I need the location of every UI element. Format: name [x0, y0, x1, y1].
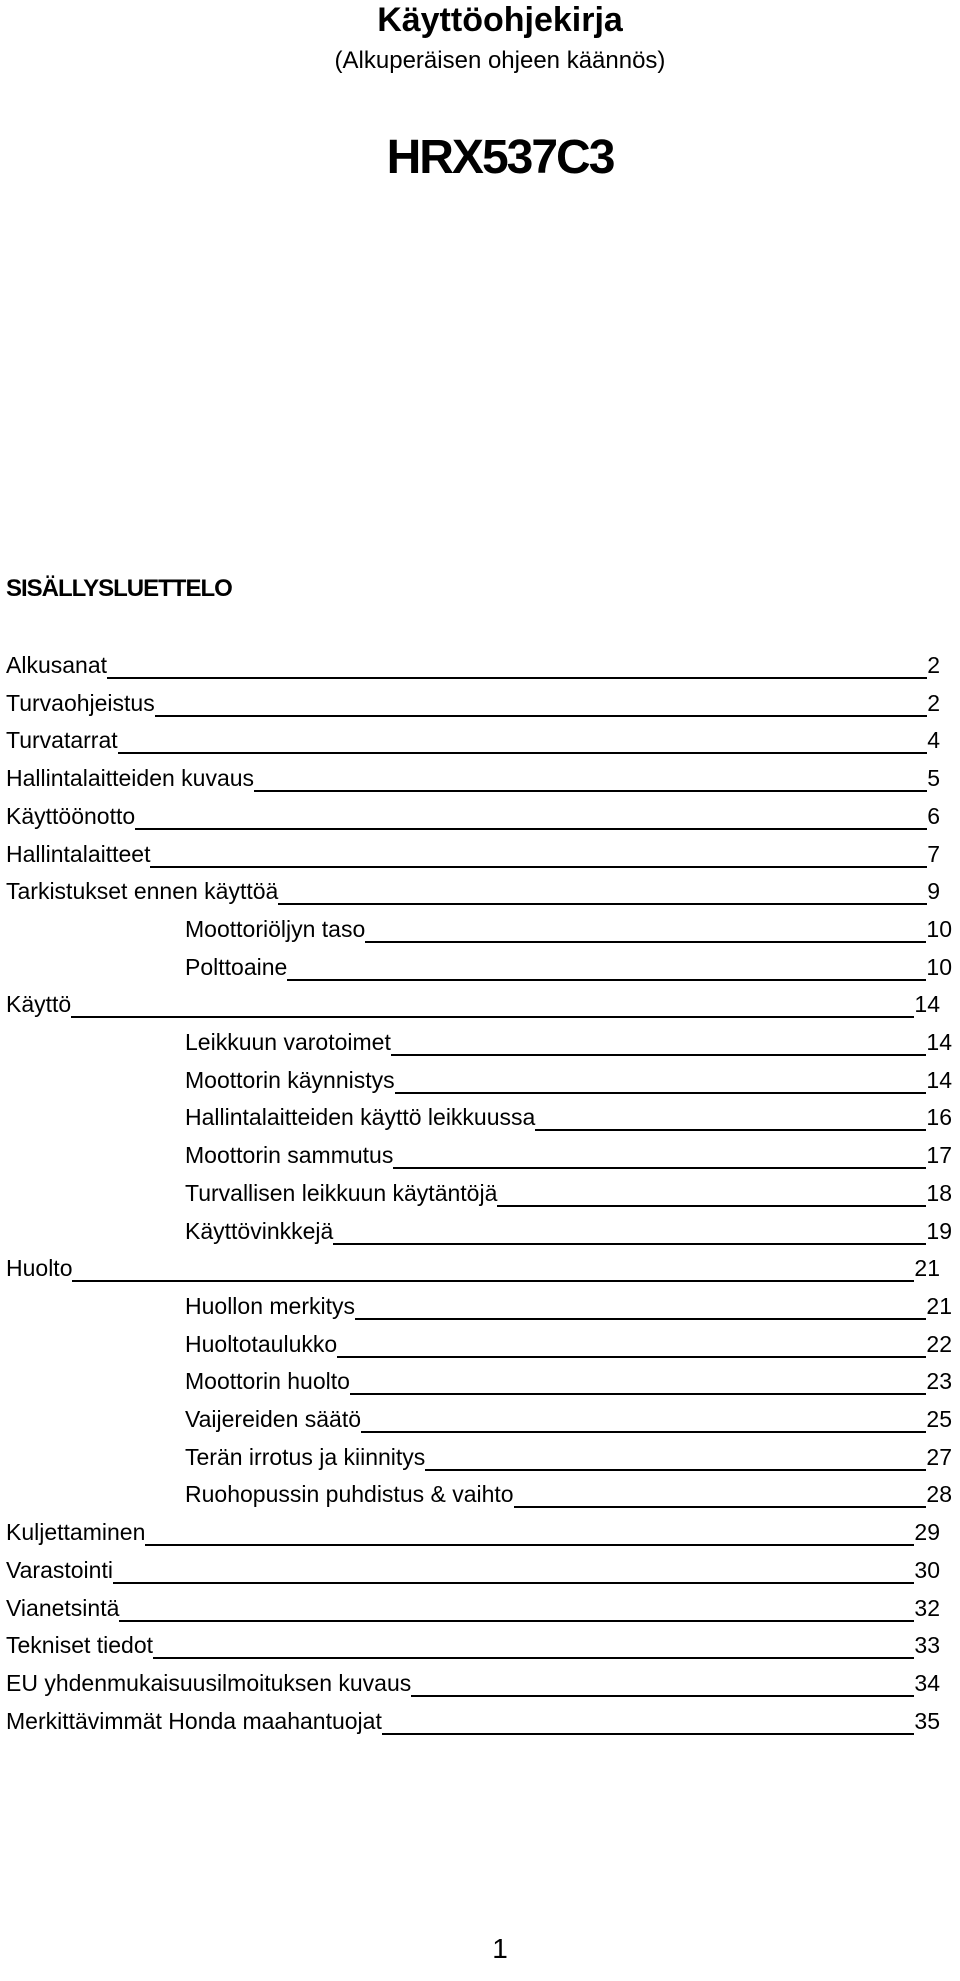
- toc-entry[interactable]: [0, 1178, 960, 1214]
- toc-entry-page: 35: [914, 1707, 940, 1734]
- toc-leader-line: [72, 1280, 914, 1282]
- toc-entry-label: Varastointi: [6, 1556, 113, 1583]
- toc-entry-page: 29: [914, 1519, 940, 1546]
- toc-entry-page: 7: [927, 840, 940, 867]
- toc-entry-label: Huoltotaulukko: [185, 1330, 338, 1357]
- toc-entry-page: 34: [914, 1669, 940, 1696]
- toc-entry-page: 21: [914, 1255, 940, 1282]
- toc-entry-label: Polttoaine: [185, 953, 288, 980]
- toc-entry[interactable]: [0, 1102, 960, 1138]
- toc-entry-label: Moottorin sammutus: [185, 1142, 394, 1169]
- toc-entry[interactable]: [0, 1253, 960, 1289]
- toc-leader-line: [107, 677, 927, 679]
- toc-leader-line: [350, 1393, 926, 1395]
- toc-entry-label: Tarkistukset ennen käyttöä: [6, 878, 279, 905]
- toc-entry-page: 19: [926, 1217, 952, 1244]
- toc-entry[interactable]: [0, 1027, 960, 1063]
- toc-entry-label: Alkusanat: [6, 652, 108, 678]
- toc-entry-page: 27: [926, 1443, 952, 1470]
- toc-entry-label: Käyttövinkkejä: [185, 1217, 334, 1244]
- toc-leader-line: [119, 1620, 914, 1622]
- toc-entry-page: 2: [927, 689, 940, 716]
- toc-entry[interactable]: [0, 1329, 960, 1365]
- toc-leader-line: [497, 1205, 926, 1207]
- toc-leader-line: [391, 1054, 927, 1056]
- toc-entry-label: Terän irrotus ja kiinnitys: [185, 1443, 426, 1470]
- page-number: 1: [492, 1933, 508, 1964]
- toc-entry-label: Turvatarrat: [6, 727, 118, 754]
- toc-leader-line: [393, 1167, 926, 1169]
- toc-entry[interactable]: [0, 1593, 960, 1629]
- toc-entry-label: Tekniset tiedot: [6, 1632, 154, 1659]
- toc-entry[interactable]: [0, 1517, 960, 1553]
- toc-entry-page: 10: [926, 915, 952, 942]
- toc-entry-page: 14: [926, 1029, 952, 1055]
- toc-leader-line: [71, 1016, 914, 1018]
- toc-entry-label: Ruohopussin puhdistus & vaihto: [185, 1481, 514, 1508]
- toc-entry-label: Moottoriöljyn taso: [185, 915, 366, 942]
- toc-entry-page: 32: [914, 1594, 940, 1621]
- toc-entry[interactable]: [0, 1555, 960, 1591]
- toc-leader-line: [150, 866, 927, 868]
- toc-leader-line: [365, 941, 926, 943]
- toc-entry-label: Merkittävimmät Honda maahantuojat: [6, 1707, 382, 1734]
- document-title: Käyttöohjekirja: [377, 1, 623, 39]
- toc-leader-line: [395, 1092, 927, 1094]
- toc-entry-page: 33: [914, 1632, 940, 1659]
- toc-entry[interactable]: [0, 763, 960, 799]
- toc-leader-line: [411, 1695, 914, 1697]
- toc-entry-page: 9: [927, 878, 940, 905]
- toc-leader-line: [535, 1129, 926, 1131]
- toc-entry-label: Hallintalaitteet: [6, 840, 151, 867]
- toc-leader-line: [113, 1582, 914, 1584]
- toc-entry[interactable]: [0, 1366, 960, 1402]
- toc-leader-line: [425, 1469, 926, 1471]
- toc-entry-label: Moottorin huolto: [185, 1368, 350, 1395]
- toc-entry-page: 17: [926, 1142, 952, 1169]
- toc-entry-page: 2: [927, 652, 940, 678]
- toc-entry[interactable]: [0, 1479, 960, 1515]
- toc-leader-line: [155, 715, 927, 717]
- toc-entry[interactable]: [0, 839, 960, 875]
- toc-entry[interactable]: [0, 952, 960, 988]
- toc-entry-page: 30: [914, 1556, 940, 1583]
- toc-entry[interactable]: [0, 876, 960, 912]
- document-subtitle: (Alkuperäisen ohjeen käännös): [334, 47, 666, 74]
- toc-entry-label: Käyttö: [6, 991, 72, 1018]
- toc-entry[interactable]: [0, 1630, 960, 1666]
- toc-heading: SISÄLLYSLUETTELO: [6, 575, 232, 602]
- toc-entry-page: 4: [927, 727, 940, 754]
- toc-leader-line: [118, 752, 928, 754]
- toc-entry-label: Leikkuun varotoimet: [185, 1029, 391, 1055]
- toc-leader-line: [287, 979, 926, 981]
- toc-entry-page: 25: [926, 1406, 952, 1432]
- toc-entry-page: 18: [926, 1179, 952, 1206]
- toc-entry-label: Moottorin käynnistys: [185, 1066, 395, 1093]
- toc-entry-page: 23: [926, 1368, 952, 1395]
- toc-entry-page: 5: [927, 765, 940, 792]
- toc-entry[interactable]: [0, 1216, 960, 1252]
- toc-leader-line: [337, 1356, 926, 1358]
- toc-entry-page: 10: [926, 953, 952, 980]
- toc-entry-label: Käyttöönotto: [6, 802, 136, 829]
- toc-entry-page: 22: [926, 1330, 952, 1357]
- toc-entry[interactable]: [0, 1291, 960, 1327]
- toc-entry-label: Turvaohjeistus: [6, 689, 155, 716]
- toc-entry-page: 14: [914, 991, 940, 1018]
- toc-entry[interactable]: [0, 1668, 960, 1704]
- toc-leader-line: [382, 1733, 915, 1735]
- toc-entry[interactable]: [0, 1442, 960, 1478]
- toc-entry[interactable]: [0, 688, 960, 724]
- model-name: HRX537C3: [386, 131, 614, 184]
- toc-entry-page: 16: [926, 1104, 952, 1131]
- toc-entry[interactable]: [0, 650, 960, 686]
- toc-entry-label: Vaijereiden säätö: [185, 1406, 362, 1432]
- toc-entry[interactable]: [0, 725, 960, 761]
- toc-entry-page: 6: [927, 802, 940, 829]
- toc-entry-label: Huolto: [6, 1255, 73, 1282]
- toc-entry-label: Hallintalaitteiden käyttö leikkuussa: [185, 1104, 536, 1131]
- toc-leader-line: [254, 790, 927, 792]
- toc-entry[interactable]: [0, 1140, 960, 1176]
- toc-entry[interactable]: [0, 801, 960, 837]
- toc-leader-line: [333, 1243, 926, 1245]
- toc-entry-page: 28: [926, 1481, 952, 1508]
- toc-entry[interactable]: [0, 989, 960, 1025]
- toc-entry[interactable]: [0, 1706, 960, 1742]
- toc-entry-label: EU yhdenmukaisuusilmoituksen kuvaus: [6, 1669, 412, 1696]
- toc-entry-label: Vianetsintä: [6, 1594, 120, 1621]
- toc-entry-page: 14: [926, 1066, 952, 1093]
- toc-leader-line: [135, 828, 927, 830]
- toc-leader-line: [355, 1318, 926, 1320]
- toc-entry-page: 21: [926, 1292, 952, 1319]
- toc-leader-line: [361, 1431, 926, 1433]
- toc-entry-label: Hallintalaitteiden kuvaus: [6, 765, 255, 792]
- toc-leader-line: [153, 1657, 914, 1659]
- toc-entry[interactable]: [0, 914, 960, 950]
- toc-entry[interactable]: [0, 1065, 960, 1101]
- toc-leader-line: [278, 903, 927, 905]
- toc-leader-line: [514, 1506, 927, 1508]
- toc-entry-label: Huollon merkitys: [185, 1292, 355, 1319]
- toc-entry-label: Turvallisen leikkuun käytäntöjä: [185, 1179, 498, 1206]
- toc-leader-line: [145, 1544, 914, 1546]
- toc-entry[interactable]: [0, 1404, 960, 1440]
- toc-entry-label: Kuljettaminen: [6, 1519, 146, 1546]
